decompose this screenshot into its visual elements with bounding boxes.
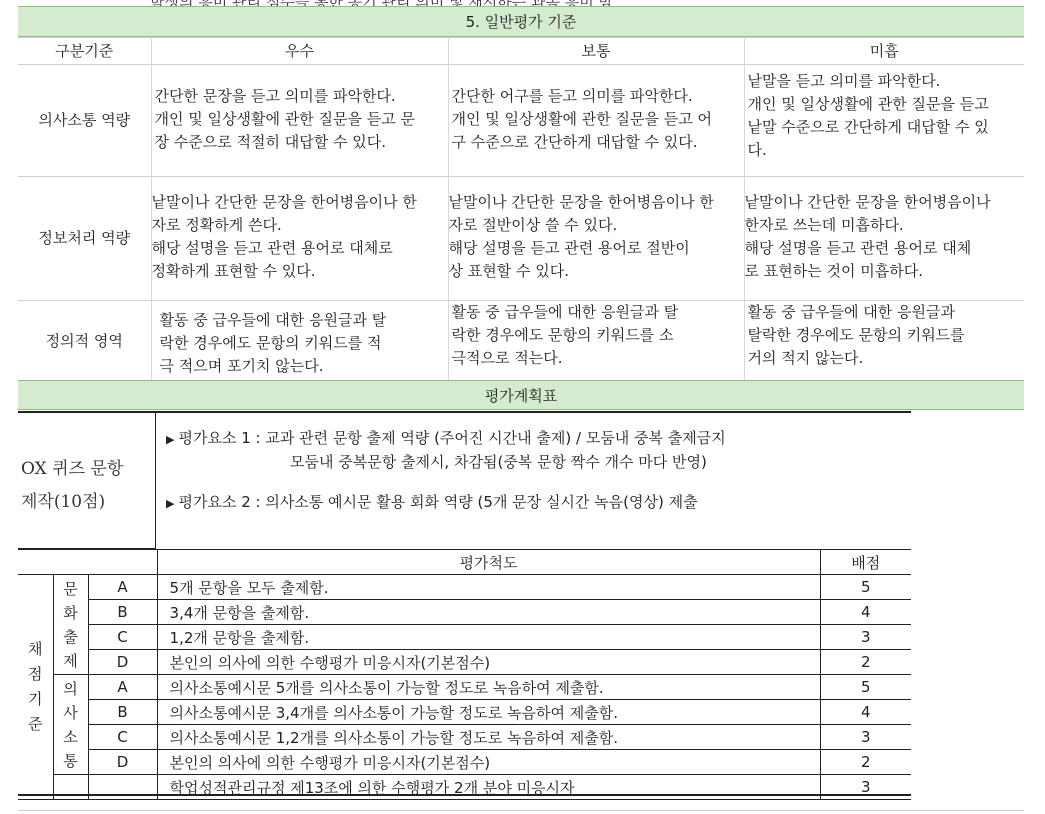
task-name: OX 퀴즈 문항 제작(10점) [21, 459, 124, 512]
group-label: 의사소통 [63, 679, 78, 770]
criteria-row-information [18, 177, 1024, 301]
grade: C [88, 725, 157, 750]
criterion-desc: 1,2개 문항을 출제함. [157, 625, 820, 650]
cell-excellent: 활동 중 급우들에 대한 응원글과 탈 락한 경우에도 문항의 키워드를 적 극 적으며 포기치 않는다. [151, 301, 448, 382]
points: 5 [820, 575, 911, 600]
scoring-header-row [18, 550, 911, 575]
row-label: 의사소통 역량 [18, 65, 151, 177]
scoring-row [18, 600, 911, 625]
cell-poor: 낱말이나 간단한 문장을 한어병음이나 한자로 쓰는데 미흡하다. 해당 설명을 듣고 관련 용어로 대체 로 표현하는 것이 미흡하다. [744, 177, 1024, 301]
criteria-label: 채점기준 [28, 640, 43, 733]
points: 4 [820, 700, 911, 725]
group-label-cell [53, 675, 88, 775]
header-excellent: 우수 [151, 38, 448, 65]
cell-poor: 낱말을 듣고 의미를 파악한다. 개인 및 일상생활에 관한 질문을 듣고 낱말 수준으로 간단하게 대답할 수 있 다. [744, 65, 1024, 177]
grade: C [88, 625, 157, 650]
criteria-row-affective [18, 301, 1024, 382]
scoring-row [18, 750, 911, 775]
criteria-label-cell [18, 575, 53, 800]
scoring-row-final [18, 775, 911, 800]
criteria-row-communication [18, 65, 1024, 177]
triangle-bullet-icon: ▶ [166, 433, 175, 446]
row-label: 정의적 영역 [18, 301, 151, 382]
plan-title: 평가계획표 [484, 386, 558, 405]
row-label: 정보처리 역량 [18, 177, 151, 301]
evaluation-element-2: ▶ 평가요소 2 : 의사소통 예시문 활용 회화 역량 (5개 문장 실시간 녹음(영상) 제출 [166, 493, 698, 511]
header-poor: 미흡 [744, 38, 1024, 65]
cell-average: 활동 중 급우들에 대한 응원글과 탈 락한 경우에도 문항의 키워드를 소 극적으로 적는다. [448, 301, 744, 382]
grade: B [88, 700, 157, 725]
header-average: 보통 [448, 38, 744, 65]
grade: B [88, 600, 157, 625]
plan-title-bar [18, 380, 1024, 410]
scoring-row [18, 650, 911, 675]
criterion-desc: 의사소통예시문 5개를 의사소통이 가능할 정도로 녹음하여 제출함. [157, 675, 820, 700]
scoring-row [18, 575, 911, 600]
scoring-row [18, 675, 911, 700]
grade: A [88, 575, 157, 600]
scoring-row [18, 725, 911, 750]
points-header: 배점 [820, 550, 911, 575]
section5-title-bar [18, 6, 1024, 37]
header-category: 구분기준 [18, 38, 151, 65]
section5-title: 5. 일반평가 기준 [465, 13, 577, 31]
triangle-bullet-icon: ▶ [166, 497, 175, 510]
grade: D [88, 650, 157, 675]
points: 3 [820, 725, 911, 750]
points: 2 [820, 750, 911, 775]
points: 4 [820, 600, 911, 625]
criterion-desc: 5개 문항을 모두 출제함. [157, 575, 820, 600]
points: 3 [820, 775, 911, 800]
scoring-table [18, 549, 911, 800]
criterion-desc: 학업성적관리규정 제13조에 의한 수행평가 2개 분야 미응시자 [157, 775, 820, 800]
cell-excellent: 간단한 문장을 듣고 의미를 파악한다. 개인 및 일상생활에 관한 질문을 듣고 문 장 수준으로 적절히 대답할 수 있다. [151, 65, 448, 177]
group-label: 문화출제 [63, 579, 78, 670]
criterion-desc: 의사소통예시문 1,2개를 의사소통이 가능할 정도로 녹음하여 제출함. [157, 725, 820, 750]
group-label-cell [53, 575, 88, 675]
scoring-row [18, 700, 911, 725]
cell-excellent: 낱말이나 간단한 문장을 한어병음이나 한 자로 정확하게 쓴다. 해당 설명을 듣고 관련 용어로 대체로 정확하게 표현할 수 있다. [151, 177, 448, 301]
scale-header: 평가척도 [157, 550, 820, 575]
cell-average: 간단한 어구를 듣고 의미를 파악한다. 개인 및 일상생활에 관한 질문을 듣고 어 구 수준으로 간단하게 대답할 수 있다. [448, 65, 744, 177]
evaluation-element-1: ▶ 평가요소 1 : 교과 관련 문항 출제 역량 (주어진 시간내 출제) / 모둠내 중복 출제금지 모둠내 중복문항 출제시, 차감됨(중복 문항 짝수 개수 마다 반영) [166, 429, 726, 471]
cell-poor: 활동 중 급우들에 대한 응원글과 탈락한 경우에도 문항의 키워드를 거의 적지 않는다. [744, 301, 1024, 382]
criterion-desc: 3,4개 문항을 출제함. [157, 600, 820, 625]
bottom-divider [18, 810, 1024, 811]
general-criteria-table [18, 37, 1024, 382]
criterion-desc: 본인의 의사에 의한 수행평가 미응시자(기본점수) [157, 650, 820, 675]
criterion-desc: 본인의 의사에 의한 수행평가 미응시자(기본점수) [157, 750, 820, 775]
grade: A [88, 675, 157, 700]
criterion-desc: 의사소통예시문 3,4개를 의사소통이 가능할 정도로 녹음하여 제출함. [157, 700, 820, 725]
cell-average: 낱말이나 간단한 문장을 한어병음이나 한 자로 절반이상 쓸 수 있다. 해당 설명을 듣고 관련 용어로 절반이 상 표현할 수 있다. [448, 177, 744, 301]
points: 5 [820, 675, 911, 700]
grade: D [88, 750, 157, 775]
points: 3 [820, 625, 911, 650]
scoring-row [18, 625, 911, 650]
criteria-header-row [18, 38, 1024, 65]
points: 2 [820, 650, 911, 675]
